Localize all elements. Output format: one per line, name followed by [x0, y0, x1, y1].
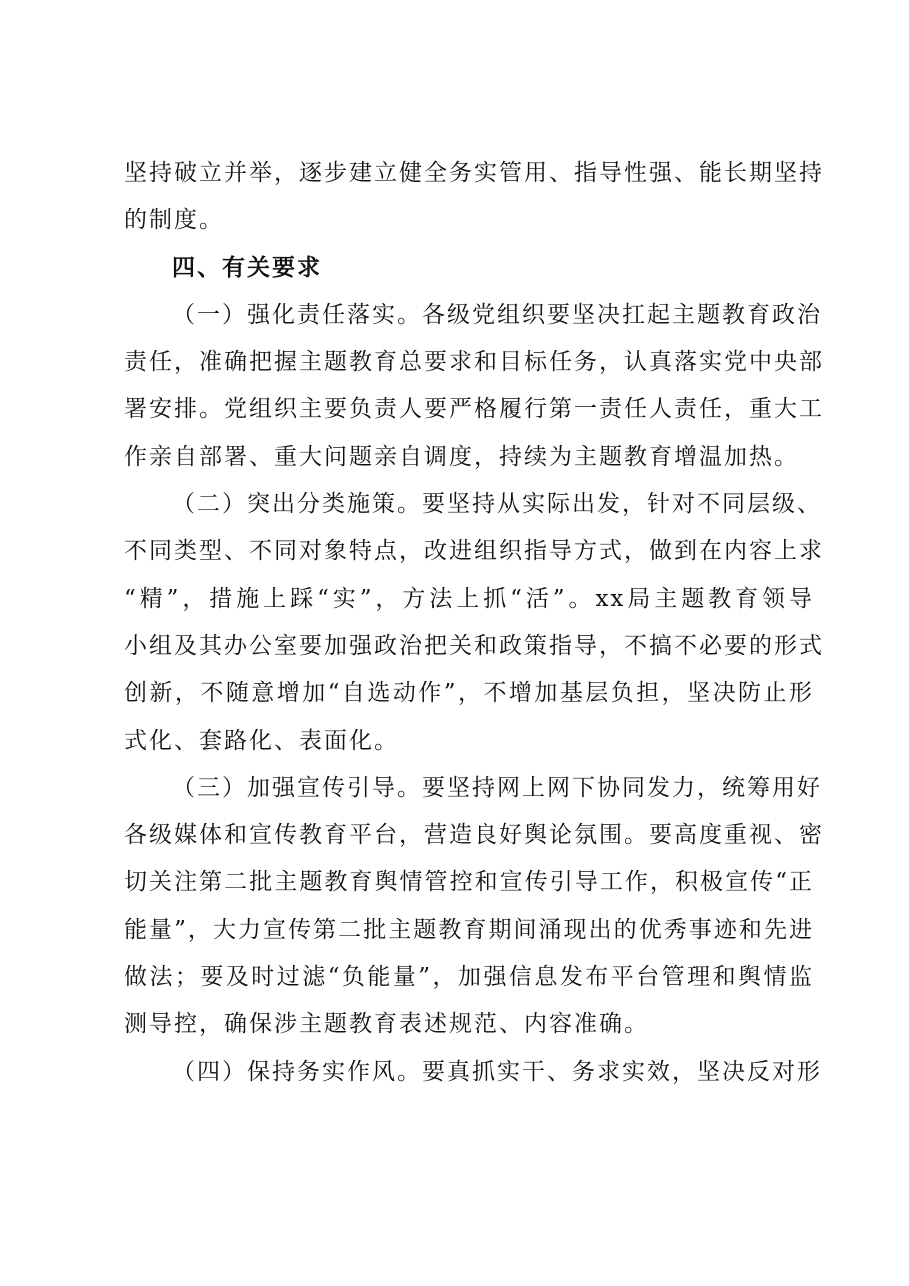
- intro-paragraph: [124, 150, 824, 245]
- text-line: 小组及其办公室要加强政治把关和政策指导，不搞不必要的形式: [124, 632, 824, 659]
- text-line: 测导控，确保涉主题教育表述规范、内容准确。: [124, 1011, 649, 1038]
- document-body: [124, 150, 824, 1096]
- text-line: 责任，准确把握主题教育总要求和目标任务，认真落实党中央部: [124, 349, 824, 376]
- item-paragraph-2: [124, 481, 824, 765]
- text-line: 作亲自部署、重大问题亲自调度，持续为主题教育增温加热。: [124, 443, 799, 470]
- text-line: （三）加强宣传引导。要坚持网上网下协同发力，统筹用好: [172, 774, 822, 801]
- text-line: 式化、套路化、表面化。: [124, 727, 399, 754]
- text-line: （二）突出分类施策。要坚持从实际出发，针对不同层级、: [172, 491, 822, 518]
- text-line: 的制度。: [124, 207, 224, 234]
- text-line: 坚持破立并举，逐步建立健全务实管用、指导性强、能长期坚持: [124, 160, 824, 186]
- text-line: 各级媒体和宣传教育平台，营造良好舆论氛围。要高度重视、密: [124, 822, 824, 849]
- text-line: 不同类型、不同对象特点，改进组织指导方式，做到在内容上求: [124, 538, 824, 565]
- text-line: 创新，不随意增加“自选动作”，不增加基层负担，坚决防止形: [124, 680, 814, 707]
- section-heading: 四、有关要求: [172, 254, 322, 281]
- text-line: 署安排。党组织主要负责人要严格履行第一责任人责任，重大工: [124, 396, 824, 423]
- item-paragraph-4: [124, 1049, 822, 1096]
- text-line: “精”，措施上踩“实”，方法上抓“活”。xx局主题教育领导: [124, 585, 814, 612]
- text-line: 切关注第二批主题教育舆情管控和宣传引导工作，积极宣传“正: [124, 869, 814, 896]
- item-paragraph-1: [124, 292, 824, 481]
- text-line: （四）保持务实作风。要真抓实干、务求实效，坚决反对形: [172, 1058, 822, 1085]
- text-line: （一）强化责任落实。各级党组织要坚决扛起主题教育政治: [172, 301, 822, 328]
- text-line: 做法；要及时过滤“负能量”，加强信息发布平台管理和舆情监: [124, 964, 814, 991]
- text-line: 能量”，大力宣传第二批主题教育期间涌现出的优秀事迹和先进: [124, 916, 814, 943]
- item-paragraph-3: [124, 765, 824, 1049]
